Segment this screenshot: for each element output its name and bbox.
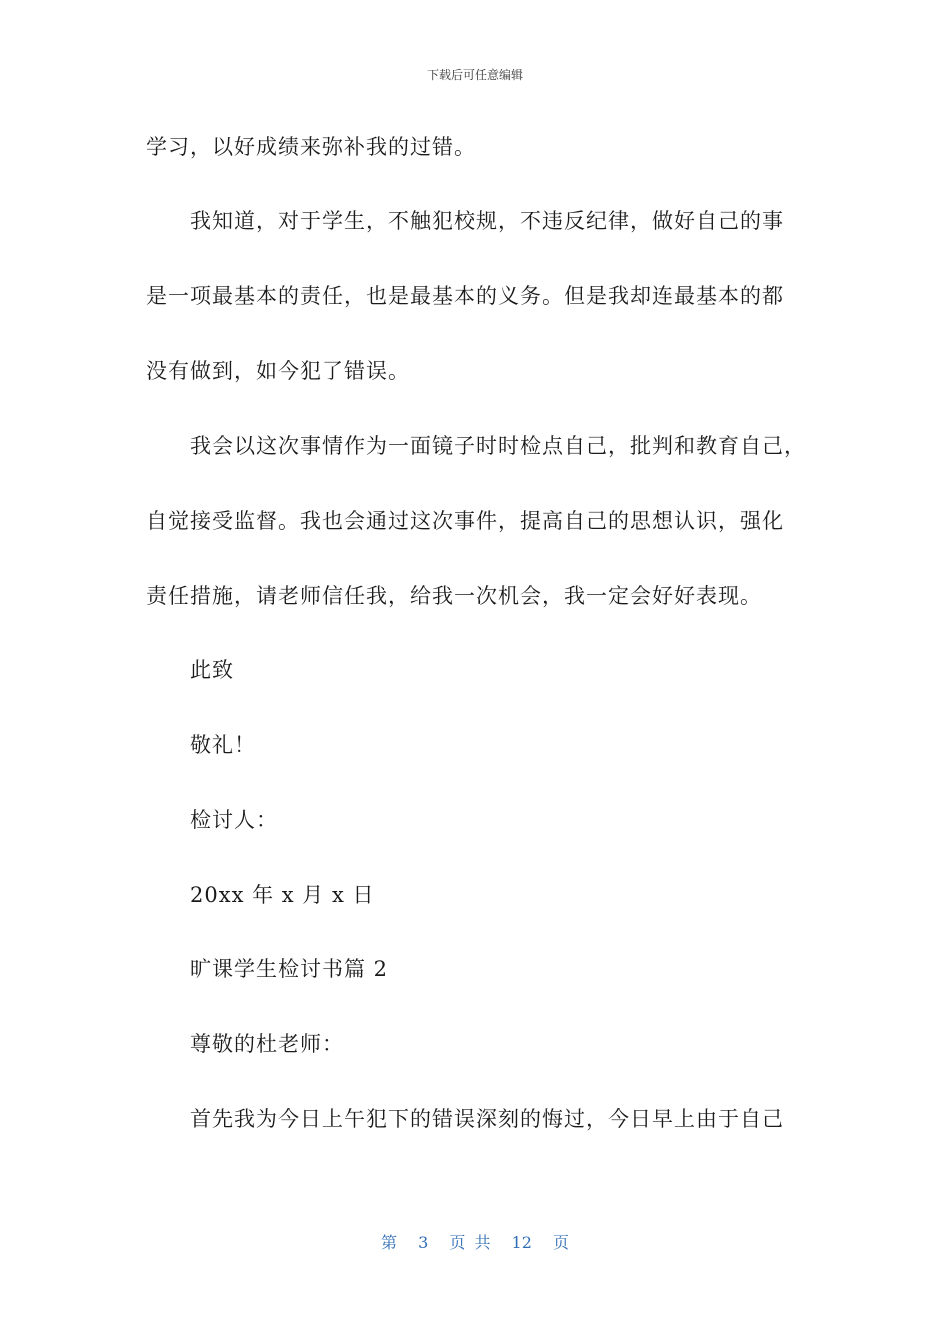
body-line: 责任措施，请老师信任我，给我一次机会，我一定会好好表现。 <box>146 584 762 608</box>
date-line: 20xx 年 x 月 x 日 <box>190 883 375 907</box>
page-footer <box>0 1230 950 1253</box>
total-pages-number: 12 <box>511 1233 532 1252</box>
body-line: 我知道，对于学生，不触犯校规，不违反纪律，做好自己的事 <box>190 209 784 233</box>
page-header: 下载后可任意编辑 <box>426 68 523 82</box>
footer-label-pre: 第 <box>380 1233 397 1252</box>
signature-label: 检讨人： <box>190 808 278 832</box>
greeting-line: 尊敬的杜老师： <box>190 1032 344 1056</box>
body-line: 学习，以好成绩来弥补我的过错。 <box>146 135 476 159</box>
body-line: 自觉接受监督。我也会通过这次事件，提高自己的思想认识，强化 <box>146 509 784 533</box>
footer-label-post: 页 <box>553 1233 570 1252</box>
body-line: 首先我为今日上午犯下的错误深刻的悔过，今日早上由于自己 <box>190 1107 784 1131</box>
current-page-number: 3 <box>418 1233 429 1252</box>
section-title: 旷课学生检讨书篇 2 <box>190 957 389 981</box>
body-line: 我会以这次事情作为一面镜子时时检点自己，批判和教育自己， <box>190 434 806 458</box>
body-line: 没有做到，如今犯了错误。 <box>146 359 410 383</box>
footer-label-mid: 页 共 <box>449 1233 491 1252</box>
body-line: 是一项最基本的责任，也是最基本的义务。但是我却连最基本的都 <box>146 284 784 308</box>
closing-salutation: 此致 <box>190 658 234 682</box>
closing-regards: 敬礼！ <box>190 733 256 757</box>
